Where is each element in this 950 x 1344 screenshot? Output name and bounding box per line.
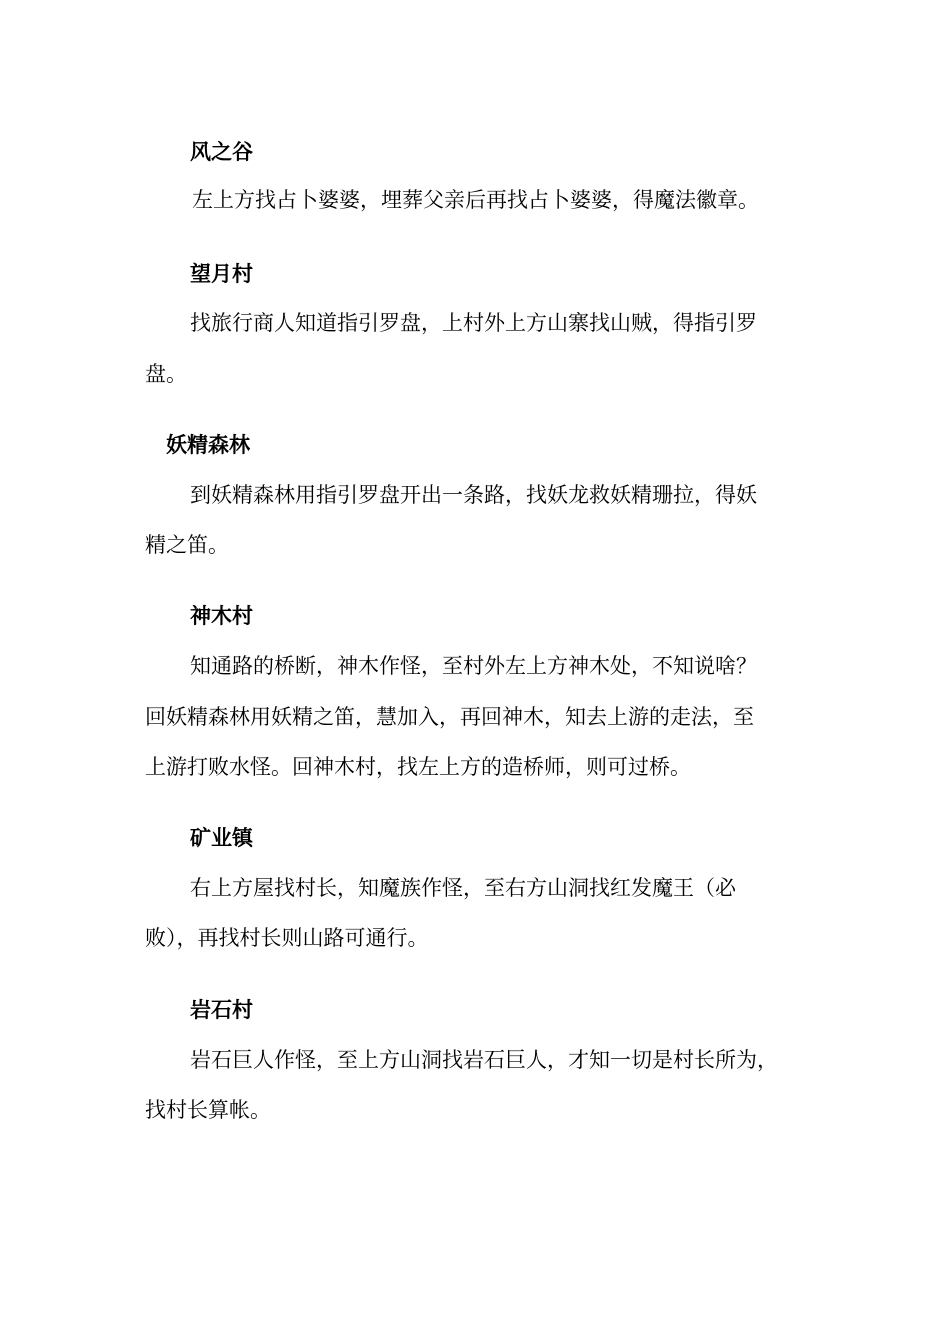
section-text-line: 找村长算帐。 <box>145 1098 271 1122</box>
section-text-line: 左上方找占卜婆婆，埋葬父亲后再找占卜婆婆，得魔法徽章。 <box>192 188 759 212</box>
section-title-moon-village: 望月村 <box>190 262 253 286</box>
section-text-line: 上游打败水怪。回神木村，找左上方的造桥师，则可过桥。 <box>145 755 691 779</box>
section-title-rock-village: 岩石村 <box>190 998 253 1022</box>
section-text-line: 盘。 <box>145 362 187 386</box>
section-title-wind-valley: 风之谷 <box>190 140 253 164</box>
section-text-line: 精之笛。 <box>145 533 229 557</box>
section-text-line: 败），再找村长则山路可通行。 <box>145 926 429 950</box>
section-text-line: 回妖精森林用妖精之笛，慧加入，再回神木，知去上游的走法，至 <box>145 705 754 729</box>
section-text-line: 右上方屋找村长，知魔族作怪，至右方山洞找红发魔王（必 <box>190 876 736 900</box>
section-title-sacred-tree-village: 神木村 <box>190 604 253 628</box>
section-text-line: 到妖精森林用指引罗盘开出一条路，找妖龙救妖精珊拉，得妖 <box>190 483 757 507</box>
section-text-line: 知通路的桥断，神木作怪，至村外左上方神木处，不知说啥？ <box>190 654 757 678</box>
section-text-line: 找旅行商人知道指引罗盘，上村外上方山寨找山贼，得指引罗 <box>190 311 757 335</box>
section-text-line: 岩石巨人作怪，至上方山洞找岩石巨人，才知一切是村长所为， <box>190 1048 778 1072</box>
section-title-fairy-forest: 妖精森林 <box>166 433 250 457</box>
section-title-mining-town: 矿业镇 <box>190 826 253 850</box>
